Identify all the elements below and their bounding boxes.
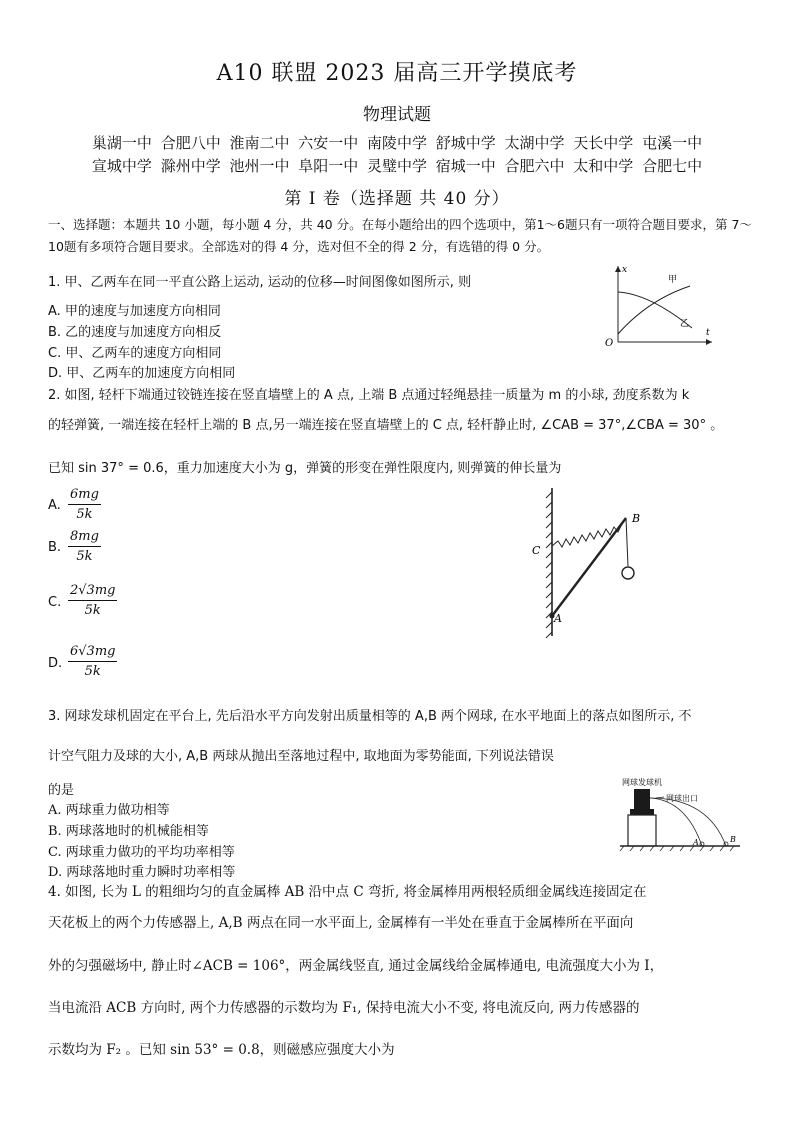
q2-option-a-denominator: 5k: [76, 507, 93, 522]
q1-option-b: B. 乙的速度与加速度方向相反: [48, 325, 222, 340]
q2-point-b: B: [632, 512, 641, 525]
q2-option-a-label: A.: [48, 498, 61, 513]
q3-landing-b: B: [730, 835, 736, 844]
q2-option-d-numerator: 6√3mg: [68, 644, 117, 662]
q1-option-d: D. 甲、乙两车的加速度方向相同: [48, 366, 236, 381]
q4-line-2: 天花板上的两个力传感器上, A,B 两点在同一水平面上, 金属棒有一半处在垂直于金属棒所在平面向: [48, 915, 634, 931]
q3-landing-a: A: [693, 838, 699, 847]
q3-outlet-label: 网球出口: [666, 794, 698, 803]
schools-line-2: 宣城中学 滁州中学 池州一中 阜阳一中 灵璧中学 宿城一中 合肥六中 太和中学 合肥七中: [91, 157, 703, 175]
q2-option-c-label: C.: [48, 595, 62, 610]
instructions: 一、选择题：本题共 10 小题，每小题 4 分，共 40 分。在每小题给出的四个选项中，第1～6题只有一项符合题目要求，第 7～10题有多项符合题目要求。全部选对的得 4 分，选对但不全的得 2 分，有选错的得 0 分。: [48, 217, 752, 254]
q2-option-d-label: D.: [48, 656, 63, 671]
q1-curve-label-a: 甲: [668, 275, 678, 285]
q4-line-1: 4. 如图, 长为 L 的粗细均匀的直金属棒 AB 沿中点 C 弯折, 将金属棒用两根轻质细金属线连接固定在: [48, 884, 647, 900]
q2-option-b-denominator: 5k: [76, 549, 93, 564]
q2-line-3: 已知 sin 37° = 0.6，重力加速度大小为 g，弹簧的形变在弹性限度内, 则弹簧的伸长量为: [48, 461, 562, 476]
q3-machine-label: 网球发球机: [622, 778, 662, 787]
q2-option-d-denominator: 5k: [84, 664, 101, 679]
q2-line-2: 的轻弹簧, 一端连接在轻杆上端的 B 点,另一端连接在竖直墙壁上的 C 点, 轻杆静止时, ∠CAB = 37°,∠CBA = 30° 。: [48, 418, 724, 433]
q4-line-5: 示数均为 F₂ 。已知 sin 53° = 0.8，则磁感应强度大小为: [48, 1042, 395, 1058]
exam-subtitle: 物理试题: [363, 105, 431, 125]
q3-option-d: D. 两球落地时重力瞬时功率相等: [48, 865, 236, 880]
q2-option-c-numerator: 2√3mg: [68, 583, 117, 601]
q1-origin-label: O: [605, 338, 614, 349]
q2-option-a-fraction: [68, 487, 101, 522]
exam-title: A10 联盟 2023 届高三开学摸底考: [216, 61, 578, 86]
q2-option-d-fraction: [68, 644, 117, 679]
q2-option-c-fraction: [68, 583, 117, 618]
q3-option-b: B. 两球落地时的机械能相等: [48, 824, 209, 839]
q2-rod-spring-figure: [522, 484, 652, 644]
q2-line-1: 2. 如图, 轻杆下端通过铰链连接在竖直墙壁上的 A 点, 上端 B 点通过轻绳悬挂一质量为 m 的小球, 劲度系数为 k: [48, 388, 690, 403]
q3-line-1: 3. 网球发球机固定在平台上, 先后沿水平方向发射出质量相等的 A,B 两个网球, 在水平地面上的落点如图所示, 不: [48, 709, 692, 724]
section-title: 第 I 卷（选择题 共 40 分）: [284, 189, 510, 209]
q2-point-c: C: [532, 544, 541, 557]
q3-tennis-machine-figure: [616, 776, 746, 858]
schools-line-1: 巢湖一中 合肥八中 淮南二中 六安一中 南陵中学 舒城中学 太湖中学 天长中学 屯溪一中: [91, 134, 703, 152]
q1-curve-label-b: 乙: [680, 319, 690, 329]
q3-line-3: 的是: [48, 783, 75, 798]
q1-y-axis-label: x: [622, 265, 628, 275]
q2-option-c-denominator: 5k: [84, 603, 101, 618]
q1-xt-graph: [600, 262, 720, 354]
q4-line-4: 当电流沿 ACB 方向时, 两个力传感器的示数均为 F₁, 保持电流大小不变, 将电流反向, 两力传感器的: [48, 1000, 640, 1016]
q2-option-b-fraction: [68, 529, 101, 564]
q1-option-c: C. 甲、乙两车的速度方向相同: [48, 346, 222, 361]
q2-option-b-label: B.: [48, 540, 62, 555]
q3-option-c: C. 两球重力做功的平均功率相等: [48, 845, 235, 860]
q3-line-2: 计空气阻力及球的大小, A,B 两球从抛出至落地过程中, 取地面为零势能面, 下列说法错误: [48, 749, 554, 764]
q2-option-b-numerator: 8mg: [68, 529, 101, 547]
q4-line-3: 外的匀强磁场中, 静止时∠ACB = 106°，两金属线竖直, 通过金属线给金属棒通电, 电流强度大小为 I，: [48, 958, 664, 974]
q2-point-a: A: [554, 612, 562, 625]
q3-option-a: A. 两球重力做功相等: [48, 803, 170, 818]
q2-option-a-numerator: 6mg: [68, 487, 101, 505]
q1-stem: 1. 甲、乙两车在同一平直公路上运动, 运动的位移—时间图像如图所示, 则: [48, 275, 472, 290]
q1-option-a: A. 甲的速度与加速度方向相同: [48, 304, 221, 319]
q1-x-axis-label: t: [706, 328, 710, 338]
